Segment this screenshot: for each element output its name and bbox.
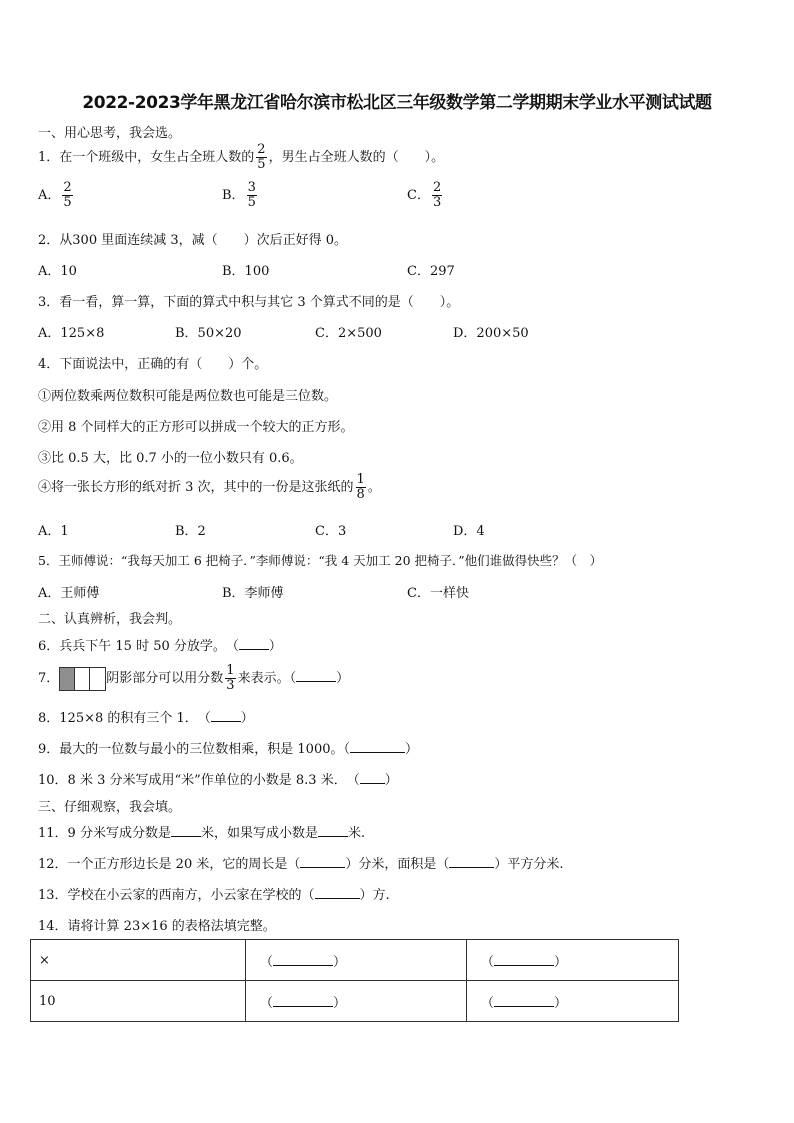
q4-statement-1: ①两位数乘两位数积可能是两位数也可能是三位数。: [38, 389, 338, 404]
q13-direction-blank[interactable]: [315, 898, 360, 899]
question-3: 3．看一看，算一算，下面的算式中积与其它 3 个算式不同的是（ ）。: [38, 295, 460, 310]
q1-text-end: ，男生占全班人数的（ ）。: [268, 150, 445, 165]
q4-statement-3: ③比 0.5 大，比 0.7 小的一位小数只有 0.6。: [38, 451, 303, 466]
question-9: 9．最大的一位数与最小的三位数相乘，积是 1000。（ ）: [38, 742, 419, 757]
q3-option-b[interactable]: B．50×20: [175, 326, 242, 341]
q2-option-c[interactable]: C．297: [407, 264, 455, 279]
q2-option-a[interactable]: A．10: [38, 264, 77, 279]
question-13: 13．学校在小云家的西南方，小云家在学校的（ ）方.: [38, 888, 390, 903]
table-cell-row-label: 10: [31, 981, 246, 1022]
shaded-rectangle-figure: [59, 667, 106, 691]
question-2: 2．从300 里面连续减 3，减（ ）次后正好得 0。: [38, 233, 348, 248]
q5-option-c[interactable]: C．一样快: [407, 586, 469, 601]
question-4: 4．下面说法中，正确的有（ ）个。: [38, 357, 268, 372]
q12-area-blank[interactable]: [449, 867, 494, 868]
q3-option-a[interactable]: A．125×8: [38, 326, 105, 341]
q3-option-d[interactable]: D．200×50: [453, 326, 529, 341]
table-cell-blank[interactable]: （ ）: [467, 981, 679, 1022]
question-12: 12．一个正方形边长是 20 米，它的周长是（ ）分米，面积是（ ）平方分米.: [38, 857, 564, 872]
q7-fraction: $\frac{1}{3}$: [226, 663, 235, 693]
question-11: 11．9 分米写成分数是 米，如果写成小数是 米.: [38, 826, 366, 841]
q1-option-a[interactable]: A． $\frac{2}{5}$: [38, 180, 72, 210]
q5-option-b[interactable]: B．李师傅: [222, 586, 284, 601]
q4-option-d[interactable]: D．4: [453, 524, 485, 539]
section-2-heading: 二、认真辨析，我会判。: [38, 612, 182, 627]
section-1-heading: 一、用心思考，我会选。: [38, 126, 182, 141]
page-title: 2022-2023学年黑龙江省哈尔滨市松北区三年级数学第二学期期末学业水平测试试题: [82, 93, 712, 113]
q4-fraction: $\frac{1}{8}$: [356, 472, 365, 502]
q5-option-a[interactable]: A．王师傅: [38, 586, 100, 601]
q6-answer-blank[interactable]: [239, 649, 269, 650]
table-row: [31, 940, 679, 981]
table-row: [31, 981, 679, 1022]
question-5: 5．王师傅说：“我每天加工 6 把椅子．”李师傅说：“我 4 天加工 20 把椅子．”他们谁做得快些？（ ）: [38, 553, 603, 568]
table-cell-blank[interactable]: （ ）: [246, 940, 467, 981]
q4-option-b[interactable]: B．2: [175, 524, 206, 539]
q7-answer-blank[interactable]: [296, 681, 336, 682]
multiplication-table: [30, 939, 679, 1022]
q4-option-a[interactable]: A．1: [38, 524, 69, 539]
question-6: 6．兵兵下午 15 时 50 分放学。 （ ）: [38, 639, 282, 654]
q4-option-c[interactable]: C．3: [315, 524, 347, 539]
question-7: 7． 阴影部分可以用分数 $\frac{1}{3}$ 来表示。（ ）: [38, 663, 350, 693]
q1-option-b[interactable]: B． $\frac{3}{5}$: [222, 180, 256, 210]
q11-fraction-blank[interactable]: [171, 836, 201, 837]
q4-statement-4: ④将一张长方形的纸对折 3 次，其中的一份是这张纸的 $\frac{1}{8}$ 。: [38, 472, 381, 502]
q1-text: 1．在一个班级中，女生占全班人数的: [38, 150, 255, 165]
question-10: 10．8 米 3 分米写成用“米”作单位的小数是 8.3 米． （ ）: [38, 773, 398, 788]
q11-decimal-blank[interactable]: [318, 836, 348, 837]
q3-option-c[interactable]: C．2×500: [315, 326, 382, 341]
q1-option-c[interactable]: C． $\frac{2}{3}$: [407, 180, 442, 210]
table-cell-blank[interactable]: （ ）: [467, 940, 679, 981]
q1-fraction: $\frac{2}{5}$: [257, 142, 266, 172]
q10-answer-blank[interactable]: [360, 783, 385, 784]
q2-option-b[interactable]: B．100: [222, 264, 270, 279]
question-1: [38, 143, 444, 172]
section-3-heading: 三、仔细观察，我会填。: [38, 800, 182, 815]
question-8: 8．125×8 的积有三个 1． （ ）: [38, 711, 254, 726]
table-cell-blank[interactable]: （ ）: [246, 981, 467, 1022]
table-cell-header: ×: [31, 940, 246, 981]
q9-answer-blank[interactable]: [350, 752, 405, 753]
q8-answer-blank[interactable]: [211, 721, 241, 722]
q4-statement-2: ②用 8 个同样大的正方形可以拼成一个较大的正方形。: [38, 420, 354, 435]
question-14: 14．请将计算 23×16 的表格法填完整。: [38, 919, 276, 934]
q12-perimeter-blank[interactable]: [300, 867, 345, 868]
